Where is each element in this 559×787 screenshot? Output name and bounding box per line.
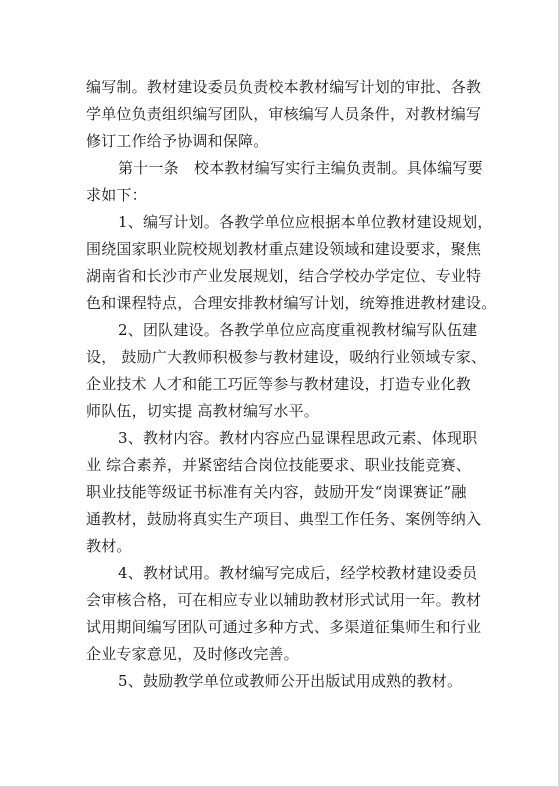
text-line: 师队伍，切实提 高教材编写水平。 [86, 402, 319, 420]
text-line: 围绕国家职业院校规划教材重点建设领域和建设要求，聚焦 [86, 240, 482, 258]
text-line: 求如下： [86, 186, 147, 204]
text-line: 会审核合格，可在相应专业以辅助教材形式试用一年。教材 [86, 591, 482, 609]
item-4-line: 4、教材试用。教材编写完成后，经学校教材建设委员 [118, 564, 478, 582]
text-line: 色和课程特点，合理安排教材编写计划，统筹推进教材建设。 [86, 294, 497, 312]
text-line: 试用期间编写团队可通过多种方式、多渠道征集师生和行业 [86, 618, 482, 636]
item-3-line: 3、教材内容。教材内容应凸显课程思政元素、体现职 [118, 429, 478, 447]
text-line: 学单位负责组织编写团队，审核编写人员条件，对教材编写 [86, 105, 482, 123]
article-heading-line: 第十一条 校本教材编写实行主编负责制。具体编写要 [118, 159, 483, 177]
item-1-line: 1、编写计划。各教学单位应根据本单位教材建设规划， [118, 213, 493, 231]
text-line: 湖南省和长沙市产业发展规划，结合学校办学定位、专业特 [86, 267, 482, 285]
text-line: 通教材，鼓励将真实生产项目、典型工作任务、案例等纳入 [86, 510, 482, 528]
text-line: 编写制。教材建设委员负责校本教材编写计划的审批、各教 [86, 78, 482, 96]
text-line: 设， 鼓励广大教师积极参与教材建设，吸纳行业领域专家、 [86, 348, 487, 366]
item-5-line: 5、鼓励教学单位或教师公开出版试用成熟的教材。 [118, 672, 463, 690]
text-line: 职业技能等级证书标准有关内容，鼓励开发“岗课赛证”融 [86, 483, 467, 501]
text-line: 企业技术 人才和能工巧匠等参与教材建设，打造专业化教 [86, 375, 471, 393]
text-line: 企业专家意见，及时修改完善。 [86, 645, 299, 663]
item-2-line: 2、团队建设。各教学单位应高度重视教材编写队伍建 [118, 321, 478, 339]
text-line: 教材。 [86, 537, 132, 555]
text-line: 修订工作给予协调和保障。 [86, 132, 269, 150]
text-line: 业 综合素养，并紧密结合岗位技能要求、职业技能竞赛、 [86, 456, 471, 474]
